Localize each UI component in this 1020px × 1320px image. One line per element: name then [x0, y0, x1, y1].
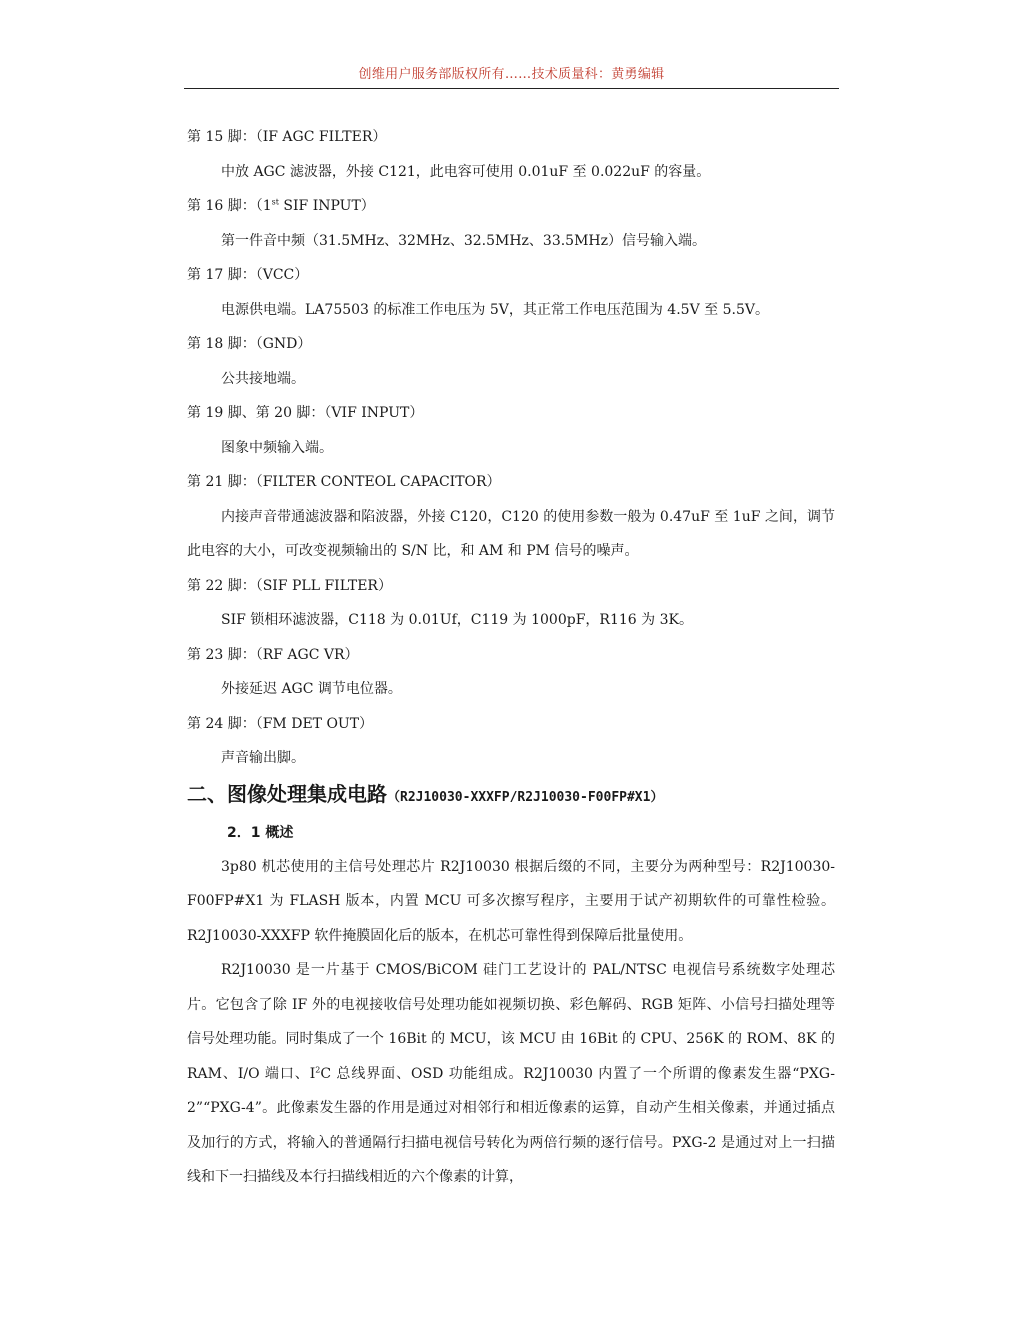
- pin-23-desc: 外接延迟 AGC 调节电位器。: [221, 681, 402, 697]
- pin-24-title: 第 24 脚：（FM DET OUT）: [187, 715, 374, 732]
- pin-22-desc: SIF 锁相环滤波器，C118 为 0.01Uf，C119 为 1000pF，R116 为 3K。: [221, 612, 693, 628]
- section-title: 二、图像处理集成电路: [187, 781, 387, 806]
- overview-paragraph-2: R2J10030 是一片基于 CMOS/BiCOM 硅门工艺设计的 PAL/NTSC 电视信号系统数字处理芯片。它包含了除 IF 外的电视接收信号处理功能如视频切换、彩色解码、RGB 矩阵、小信号扫描处理等信号处理功能。同时集成了一个 16Bit 的 MCU，该 MCU 由 16Bit 的 CPU、256K 的 ROM、8K 的 RAM、I/O 端口、$I^2C$ 总线界面、OSD 功能组成。R2J10030 内置了一个所谓的像素发生器“PXG-2”“PXG-4”。此像素发生器的作用是通过对相邻行和相近像素的运算，自动产生相关像素，并通过插点及加行的方式，将输入的普通隔行扫描电视信号转化为两倍行频的逐行信号。PXG-2 是通过对上一扫描线和下一扫描线及本行扫描线相近的六个像素的计算，: [187, 962, 835, 1185]
- pin-17-title: 第 17 脚：（VCC）: [187, 267, 309, 283]
- pin-22-title: 第 22 脚：（SIF PLL FILTER）: [187, 577, 392, 594]
- pin-15-desc: 中放 AGC 滤波器，外接 C121，此电容可使用 0.01uF 至 0.022uF 的容量。: [221, 163, 711, 180]
- document-body: [187, 120, 835, 1195]
- overview-paragraph-1: 3p80 机芯使用的主信号处理芯片 R2J10030 根据后缀的不同，主要分为两种型号：R2J10030-F00FP#X1 为 FLASH 版本，内置 MCU 可多次擦写程序，主要用于试产初期软件的可靠性检验。R2J10030-XXXFP 软件掩膜固化后的版本，在机芯可靠性得到保障后批量使用。: [187, 858, 835, 944]
- pin-16-desc: 第一件音中频（31.5MHz、32MHz、32.5MHz、33.5MHz）信号输入端。: [221, 232, 707, 249]
- subsection-heading: 2．1 概述: [227, 824, 294, 841]
- header-text: 创维用户服务部版权所有……技术质量科：黄勇编辑: [358, 67, 665, 82]
- pin-19-20-title: 第 19 脚、第 20 脚：（VIF INPUT）: [187, 405, 424, 421]
- pin-24-desc: 声音输出脚。: [221, 750, 305, 766]
- pin-18-desc: 公共接地端。: [221, 370, 305, 387]
- pin-17-desc: 电源供电端。LA75503 的标准工作电压为 5V，其正常工作电压范围为 4.5V 至 5.5V。: [221, 301, 769, 318]
- pin-23-title: 第 23 脚：（RF AGC VR）: [187, 646, 359, 663]
- section-heading: [187, 776, 835, 816]
- page-header: [184, 62, 839, 89]
- pin-16-title: 第 16 脚：（1st SIF INPUT）: [187, 197, 375, 214]
- pin-21-desc: 内接声音带通滤波器和陷波器，外接 C120，C120 的使用参数一般为 0.47uF 至 1uF 之间，调节此电容的大小，可改变视频输出的 S/N 比，和 AM 和 PM 信号的噪声。: [187, 508, 835, 559]
- pin-21-title: 第 21 脚：（FILTER CONTEOL CAPACITOR）: [187, 474, 501, 490]
- pin-19-20-desc: 图象中频输入端。: [221, 439, 333, 456]
- pin-15-title: 第 15 脚：（IF AGC FILTER）: [187, 129, 387, 145]
- pin-18-title: 第 18 脚：（GND）: [187, 336, 312, 352]
- section-subtitle: （R2J10030-XXXFP/R2J10030-F00FP#X1）: [387, 789, 664, 805]
